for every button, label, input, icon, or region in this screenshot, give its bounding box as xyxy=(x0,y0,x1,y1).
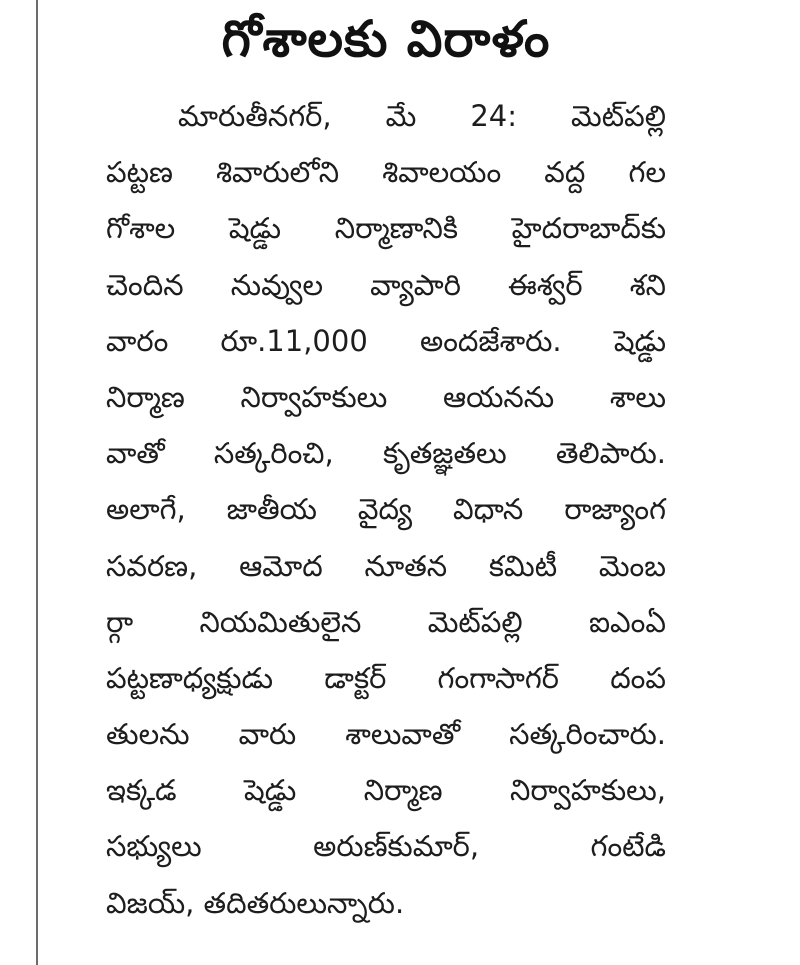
article-line: అలాగే, జాతీయ వైద్య విధాన రాజ్యాంగ xyxy=(106,492,666,527)
news-article xyxy=(106,0,666,931)
article-line: తులను వారు శాలువాతో సత్కరించారు. xyxy=(106,717,666,752)
article-line: వాతో సత్కరించి, కృతజ్ఞతలు తెలిపారు. xyxy=(106,436,666,471)
article-line: చెందిన నువ్వుల వ్యాపారి ఈశ్వర్ శని xyxy=(106,267,666,302)
article-line: విజయ్, తదితరులున్నారు. xyxy=(106,885,405,920)
article-line: సభ్యులు అరుణ్‌కుమార్, గంటేడి xyxy=(106,829,666,864)
article-line: పట్టణాధ్యక్షుడు డాక్టర్ గంగాసాగర్ దంప xyxy=(106,660,666,695)
article-line: మారుతీనగర్, మే 24: మెట్‌పల్లి xyxy=(178,99,666,133)
article-line: గోశాల షెడ్డు నిర్మాణానికి హైదరాబాద్‌కు xyxy=(106,211,666,246)
column-divider xyxy=(36,0,38,965)
article-headline: గోశాలకు విరాళం xyxy=(221,10,551,68)
article-body xyxy=(106,78,666,931)
article-line: ఇక్కడ షెడ్డు నిర్మాణ నిర్వాహకులు, xyxy=(106,773,666,808)
article-line: సవరణ, ఆమోద నూతన కమిటీ మెంబ xyxy=(106,548,666,583)
article-line: ర్గా నియమితులైన మెట్‌పల్లి ఐఎంఏ xyxy=(106,604,666,639)
article-line: నిర్మాణ నిర్వాహకులు ఆయనను శాలు xyxy=(106,379,666,414)
article-line: పట్టణ శివారులోని శివాలయం వద్ద గల xyxy=(106,155,666,190)
article-line: వారం రూ.11,000 అందజేశారు. షెడ్డు xyxy=(106,323,666,358)
